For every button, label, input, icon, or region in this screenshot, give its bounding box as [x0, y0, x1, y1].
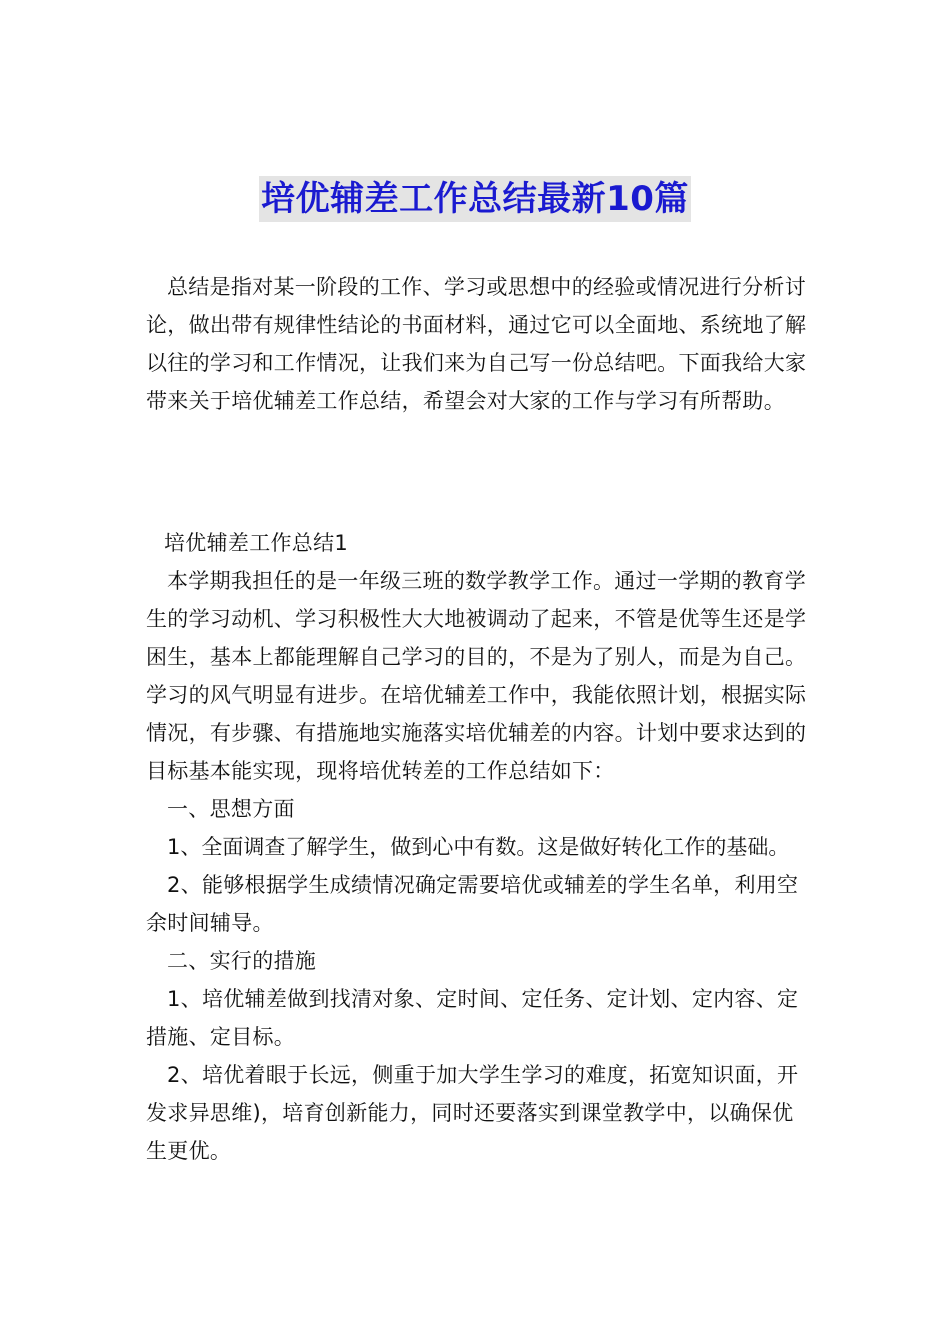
intro-paragraph: 总结是指对某一阶段的工作、学习或思想中的经验或情况进行分析讨论，做出带有规律性结论的书面材料，通过它可以全面地、系统地了解以往的学习和工作情况，让我们来为自己写一份总结吧。下面我给大家带来关于培优辅差工作总结，希望会对大家的工作与学习有所帮助。	[146, 275, 807, 413]
intro-block	[146, 268, 810, 420]
paragraph: 1、培优辅差做到找清对象、定时间、定任务、定计划、定内容、定措施、定目标。	[146, 987, 799, 1049]
paragraph: 1、全面调查了解学生，做到心中有数。这是做好转化工作的基础。	[167, 835, 790, 859]
subheading-thought: 一、思想方面	[167, 797, 295, 821]
document-title: 培优辅差工作总结最新10篇	[259, 176, 691, 222]
section-1	[146, 524, 810, 1170]
subheading-measures: 二、实行的措施	[167, 949, 317, 973]
paragraph: 2、能够根据学生成绩情况确定需要培优或辅差的学生名单，利用空余时间辅导。	[146, 873, 799, 935]
paragraph: 本学期我担任的是一年级三班的数学教学工作。通过一学期的教育学生的学习动机、学习积极性大大地被调动了起来，不管是优等生还是学困生，基本上都能理解自己学习的目的，不是为了别人，而是为自己。学习的风气明显有进步。在培优辅差工作中，我能依照计划，根据实际情况，有步骤、有措施地实施落实培优辅差的内容。计划中要求达到的目标基本能实现，现将培优转差的工作总结如下：	[146, 569, 807, 783]
title-container	[0, 176, 950, 222]
paragraph: 2、培优着眼于长远，侧重于加大学生学习的难度，拓宽知识面，开发求异思维)，培育创新能力，同时还要落实到课堂教学中，以确保优生更优。	[146, 1063, 799, 1163]
section-1-heading: 培优辅差工作总结1	[164, 531, 349, 555]
